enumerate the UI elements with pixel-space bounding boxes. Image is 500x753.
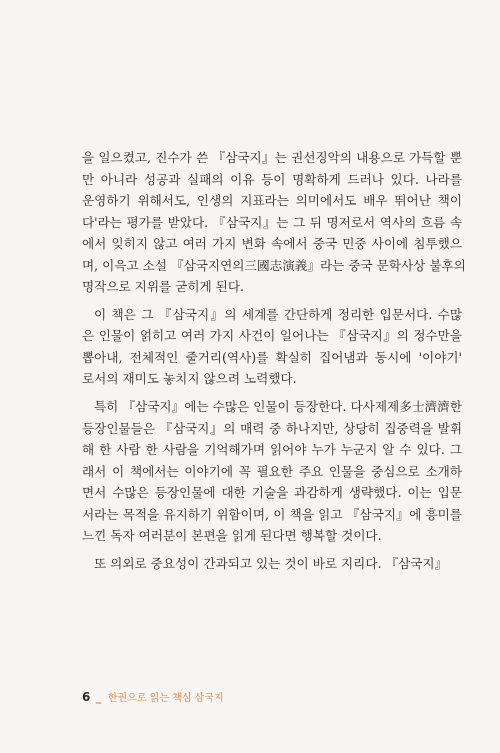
text-line: 며, 이윽고 소설 『삼국지연의三國志演義』라는 중국 문학사상 불후의 bbox=[82, 257, 466, 273]
paragraph bbox=[82, 553, 462, 575]
text-line: 을 일으켰고, 진수가 쓴 『삼국지』는 권선징악의 내용으로 가득할 뿐 bbox=[82, 150, 462, 165]
text-line: 로서의 재미도 놓치지 않으려 노력했다. bbox=[82, 371, 297, 387]
text-line: 은 인물이 얽히고 여러 가지 사건이 일어나는 『삼국지』의 정수만을 bbox=[82, 328, 462, 344]
text-line: 운영하기 위해서도, 인생의 지표라는 의미에서도 배우 뛰어난 책이 bbox=[82, 193, 462, 209]
text-line: 특히 『삼국지』에는 수많은 인물이 등장한다. 다사제제多士濟濟한 bbox=[94, 399, 462, 415]
text-line: 면서 수많은 등장인물에 대한 기술을 과감하게 생략했다. 이는 입문 bbox=[82, 485, 462, 501]
text-line: 만 아니라 성공과 실패의 이유 등이 명확하게 드러나 있다. 나라를 bbox=[82, 171, 462, 187]
text-line: 이 책은 그 『삼국지』의 세계를 간단하게 정리한 입문서다. 수많 bbox=[94, 306, 462, 322]
footer-separator: _ bbox=[95, 691, 102, 704]
paragraph bbox=[82, 147, 466, 298]
text-line: 또 의외로 중요성이 간과되고 있는 것이 바로 지리다. 『삼국지』 bbox=[94, 555, 448, 571]
body-text bbox=[82, 147, 466, 574]
text-line: 명작으로 지위를 굳히게 된다. bbox=[82, 279, 244, 295]
text-line: 서라는 목적을 유지하기 위함이며, 이 책을 읽고 『삼국지』에 흥미를 bbox=[82, 506, 462, 522]
paragraph bbox=[82, 304, 462, 390]
running-title: 한권으로 읽는 책심 삼국지 bbox=[107, 693, 224, 704]
text-line: 래서 이 책에서는 이야기에 꼭 필요한 주요 인물을 중심으로 소개하 bbox=[82, 463, 462, 479]
text-line: 다'라는 평가를 받았다. 『삼국지』는 그 뒤 명저로서 역사의 흐름 속 bbox=[82, 214, 462, 230]
page-number: 6 bbox=[82, 690, 91, 704]
text-line: 느낀 독자 여러분이 본편을 읽게 된다면 행복할 것이다. bbox=[82, 528, 382, 544]
text-line: 에서 잊히지 않고 여러 가지 변화 속에서 중국 민중 사이에 침투했으 bbox=[82, 236, 462, 252]
page-footer bbox=[82, 689, 224, 704]
text-line: 등장인물들은 『삼국지』의 매력 중 하나지만, 상당히 집중력을 발휘 bbox=[82, 420, 462, 436]
text-line: 해 한 사람 한 사람을 기억해가며 읽어야 누가 누군지 알 수 있다. 그 bbox=[82, 442, 462, 458]
text-line: 뽑아내, 전체적인 줄거리(역사)를 확실히 집어냄과 동시에 '이야기' bbox=[82, 349, 462, 365]
paragraph bbox=[82, 396, 462, 547]
